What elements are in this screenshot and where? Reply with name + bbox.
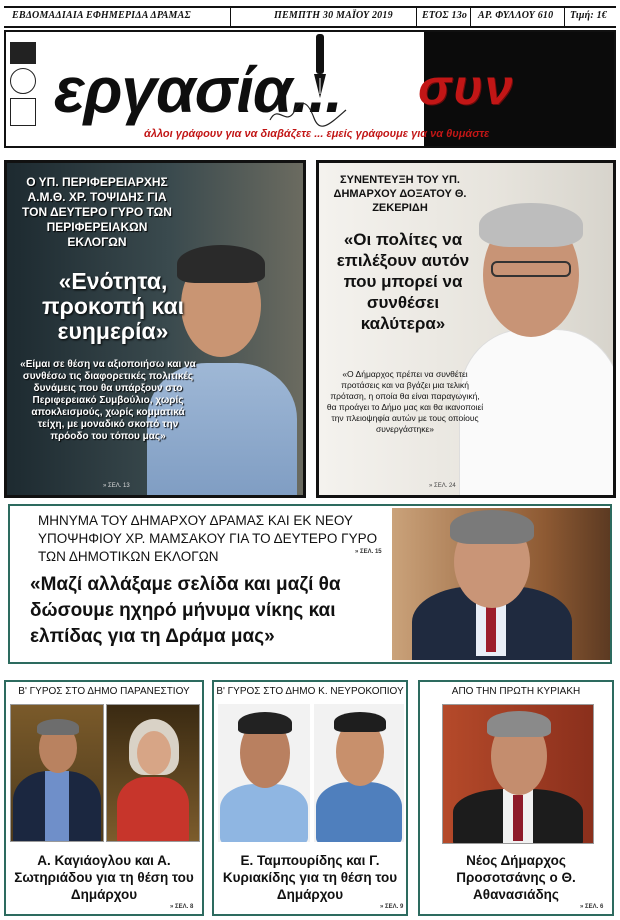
story-excerpt: «Είμαι σε θέση να αξιοποιήσω και να συνθέσω τις διαφορετικές πολιτικές δυνάμεις που θα υπάρξουν στο Περιφερειακό Συμβούλιο, χωρίς αποκλεισμούς, χωρίς κομματικά τείχη, με μοναδικό σκοπό την πρόοδο του τόπου μας» bbox=[20, 359, 196, 442]
candidate-photo-right bbox=[314, 704, 404, 842]
newspaper-title: εργασία... bbox=[54, 54, 342, 126]
story-headline: ΜΗΝΥΜΑ ΤΟΥ ΔΗΜΑΡΧΟΥ ΔΡΑΜΑΣ ΚΑΙ ΕΚ ΝΕΟΥ ΥΠΟΨΗΦΙΟΥ ΧΡ. ΜΑΜΣΑΚΟΥ ΓΙΑ ΤΟ ΔΕΥΤΕΡΟ ΓΥΡΟ ΤΩΝ ΔΗΜΟΤΙΚΩΝ ΕΚΛΟΓΩΝ bbox=[38, 513, 378, 564]
issue-date: ΠΕΜΠΤΗ 30 ΜΑΪΟΥ 2019 bbox=[274, 10, 393, 21]
story-nevrokopi-runoff[interactable] bbox=[212, 680, 408, 916]
newspaper-slogan: άλλοι γράφουν για να διαβάζετε ... εμείς γράφουμε για να θυμάστε bbox=[144, 128, 490, 140]
box-caption: Νέος Δήμαρχος Προσοτσάνης ο Θ. Αθανασιάδης bbox=[456, 853, 576, 902]
story-mayor-drama-message[interactable] bbox=[8, 504, 612, 664]
newspaper-title-suffix: συν bbox=[418, 59, 515, 115]
box-caption: Α. Καγιάογλου και Α. Σωτηριάδου για τη θέση του Δημάρχου bbox=[14, 853, 194, 902]
story-quote: «Οι πολίτες να επιλέξουν αυτόν που μπορεί να συνθέσει καλύτερα» bbox=[336, 230, 470, 333]
story-excerpt: «Ο Δήμαρχος πρέπει να συνθέτει προτάσεις και να βγάζει μια τελική πρόταση, η οποία θα είναι παραγωγική, θα προάγει το Δήμο μας και θα ικανοποιεί την πλειοψηφία αυτών με τους οποίους συνεργάστηκε» bbox=[326, 369, 484, 434]
page-reference: » ΣΕΛ. 8 bbox=[170, 904, 194, 910]
divider bbox=[416, 8, 417, 26]
story-regional-governor[interactable] bbox=[4, 160, 306, 498]
story-paranesti-runoff[interactable] bbox=[4, 680, 204, 916]
story-headline: ΣΥΝΕΝΤΕΥΞΗ ΤΟΥ ΥΠ. ΔΗΜΑΡΧΟΥ ΔΟΞΑΤΟΥ Θ. ΖΕΚΕΡΙΔΗ bbox=[333, 174, 467, 214]
page-reference: » ΣΕΛ. 24 bbox=[429, 483, 456, 489]
masthead-badges bbox=[10, 42, 38, 138]
story-quote: «Μαζί αλλάξαμε σελίδα και μαζί θα δώσουμε ηχηρό μήνυμα νίκης και ελπίδας για τη Δράμα μας» bbox=[30, 574, 341, 647]
story-interview-zekeridis[interactable] bbox=[316, 160, 616, 498]
page-reference: » ΣΕΛ. 15 bbox=[355, 549, 382, 555]
box-caption: Ε. Ταμπουρίδης και Γ. Κυριακίδης για τη θέση του Δημάρχου bbox=[222, 853, 398, 902]
story-quote: «Ενότητα, προκοπή και ευημερία» bbox=[42, 268, 184, 344]
issue-info-bar bbox=[4, 6, 616, 28]
candidate-photo-left bbox=[10, 704, 104, 842]
issue-year: ΕΤΟΣ 13ο bbox=[422, 10, 468, 21]
qr-code-icon bbox=[10, 98, 36, 126]
box-header: Β' ΓΥΡΟΣ ΣΤΟ ΔΗΜΟ Κ. ΝΕΥΡΟΚΟΠΙΟΥ bbox=[216, 686, 404, 697]
candidate-photo-right bbox=[106, 704, 200, 842]
box-header: ΑΠΟ ΤΗΝ ΠΡΩΤΗ ΚΥΡΙΑΚΗ bbox=[451, 686, 581, 697]
candidate-photo-left bbox=[218, 704, 310, 842]
signature-scribble bbox=[268, 98, 348, 128]
mayor-elect-photo bbox=[442, 704, 594, 844]
masthead bbox=[4, 30, 616, 148]
weekly-label: ΕΒΔΟΜΑΔΙΑΙΑ ΕΦΗΜΕΡΙΔΑ ΔΡΑΜΑΣ bbox=[12, 10, 191, 21]
issue-number: ΑΡ. ΦΥΛΛΟΥ 610 bbox=[478, 10, 554, 21]
mayor-photo bbox=[392, 508, 610, 660]
seal-icon bbox=[10, 68, 36, 94]
page-reference: » ΣΕΛ. 13 bbox=[103, 483, 130, 489]
story-headline: Ο ΥΠ. ΠΕΡΙΦΕΡΕΙΑΡΧΗΣ Α.Μ.Θ. ΧΡ. ΤΟΨΙΔΗΣ ΓΙΑ ΤΟΝ ΔΕΥΤΕΡΟ ΓΥΡΟ ΤΩΝ ΠΕΡΙΦΕΡΕΙΑΚΩΝ ΕΚΛΟΓΩΝ bbox=[22, 175, 172, 249]
divider bbox=[230, 8, 231, 26]
page-reference: » ΣΕΛ. 9 bbox=[380, 904, 404, 910]
divider bbox=[470, 8, 471, 26]
story-prosotsani-mayor[interactable] bbox=[418, 680, 614, 916]
divider bbox=[564, 8, 565, 26]
issue-price: Τιμή: 1€ bbox=[570, 10, 607, 21]
page-reference: » ΣΕΛ. 6 bbox=[580, 904, 604, 910]
brand-badge-icon bbox=[10, 42, 36, 64]
box-header: Β' ΓΥΡΟΣ ΣΤΟ ΔΗΜΟ ΠΑΡΑΝΕΣΤΙΟΥ bbox=[18, 686, 190, 697]
